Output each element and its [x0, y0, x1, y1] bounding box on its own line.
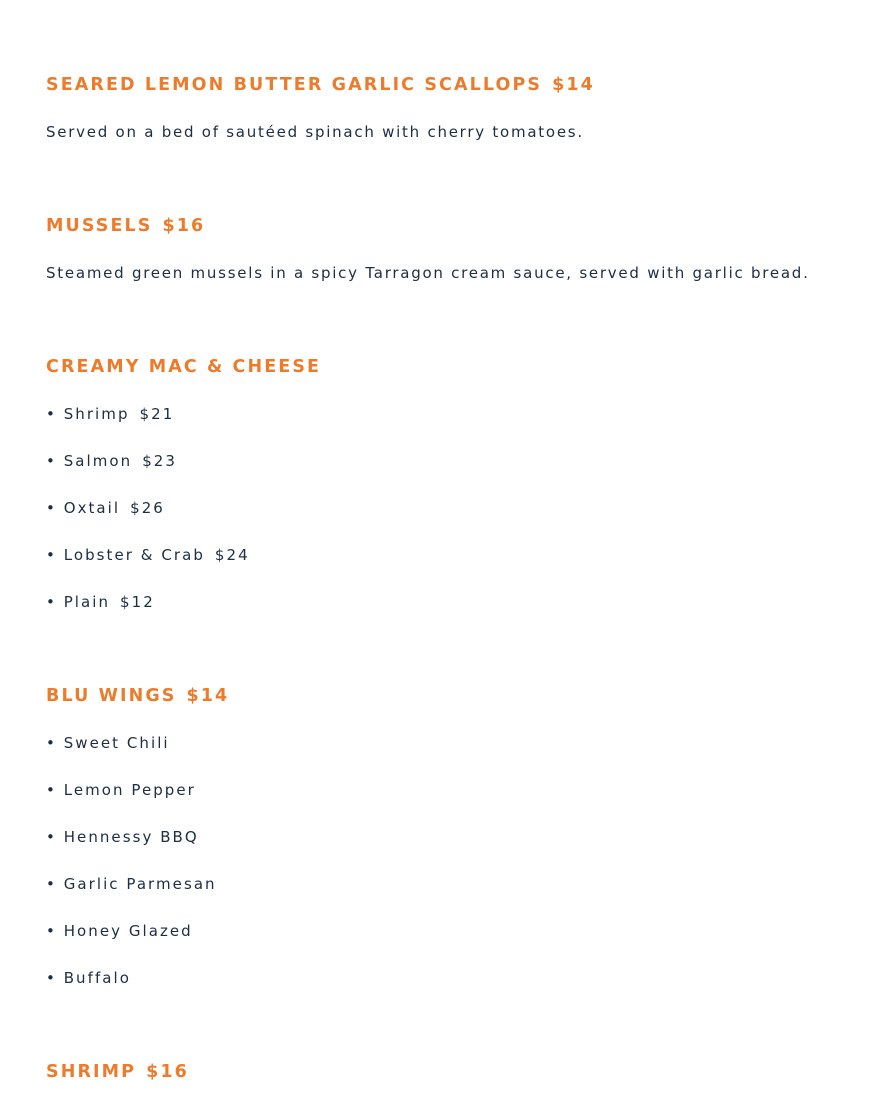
item-price: $14 — [552, 75, 595, 95]
menu-item-shrimp-heading — [46, 1061, 189, 1083]
menu-item-mac-cheese-heading: CREAMY MAC & CHEESE — [46, 357, 322, 377]
mac-option — [46, 451, 177, 471]
mac-option — [46, 404, 174, 424]
wing-flavor: • Sweet Chili — [46, 734, 170, 752]
clipped-text-above — [46, 0, 846, 2]
option-label: • Oxtail — [46, 499, 121, 517]
item-name: MUSSELS — [46, 216, 153, 236]
option-price: $26 — [130, 499, 165, 517]
option-label: • Salmon — [46, 452, 133, 470]
option-label: • Lobster & Crab — [46, 546, 205, 564]
option-price: $23 — [142, 452, 177, 470]
mac-option — [46, 498, 165, 518]
wing-flavor: • Buffalo — [46, 969, 131, 987]
wing-flavor: • Garlic Parmesan — [46, 875, 217, 893]
option-price: $21 — [139, 405, 175, 423]
option-price: $12 — [120, 593, 155, 611]
clipped-text-below — [46, 1108, 356, 1114]
option-label: • Plain — [46, 593, 111, 611]
item-name: SEARED LEMON BUTTER GARLIC SCALLOPS — [46, 75, 543, 95]
item-price: $16 — [146, 1062, 189, 1082]
wing-flavor: • Hennessy BBQ — [46, 828, 199, 846]
item-price: $16 — [162, 216, 206, 236]
option-price: $24 — [214, 546, 250, 564]
wing-flavor: • Lemon Pepper — [46, 781, 196, 799]
wing-flavor: • Honey Glazed — [46, 922, 193, 940]
menu-item-scallops-description: Served on a bed of sautéed spinach with cherry tomatoes. — [46, 123, 584, 141]
item-name: BLU WINGS — [46, 686, 177, 706]
mac-option — [46, 545, 250, 565]
item-name: SHRIMP — [46, 1062, 137, 1082]
menu-item-mussels-description: Steamed green mussels in a spicy Tarragon cream sauce, served with garlic bread. — [46, 264, 810, 282]
mac-option — [46, 592, 155, 612]
menu-item-wings-heading — [46, 685, 229, 707]
item-price: $14 — [186, 686, 230, 706]
menu-item-scallops-heading — [46, 74, 595, 96]
option-label: • Shrimp — [46, 405, 130, 423]
menu-item-mussels-heading — [46, 215, 205, 237]
